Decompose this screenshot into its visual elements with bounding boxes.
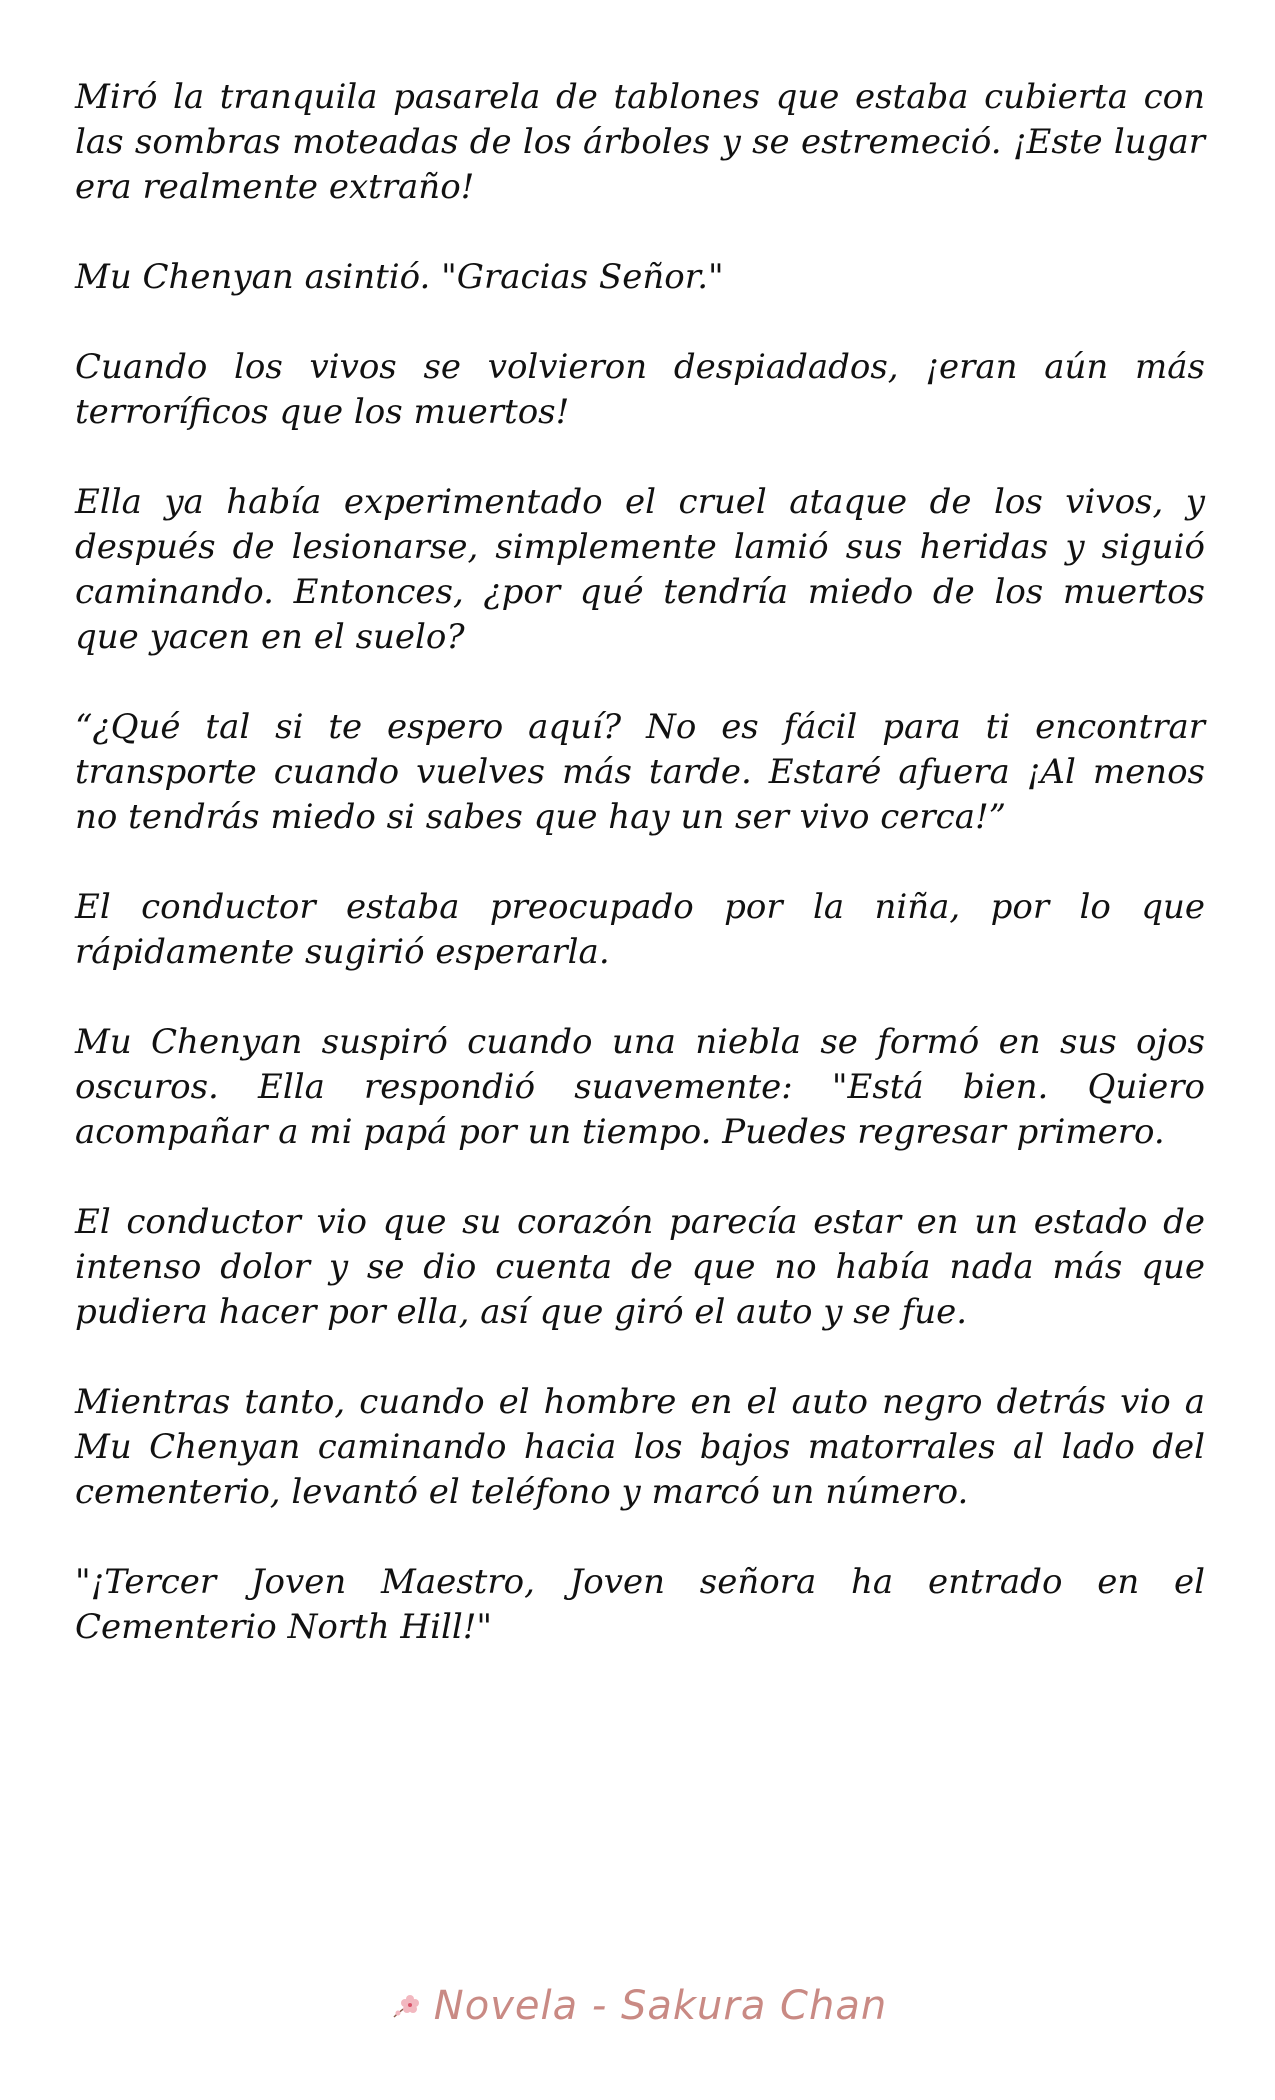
paragraph: Mu Chenyan asintió. "Gracias Señor."	[75, 257, 724, 297]
paragraph: Mientras tanto, cuando el hombre en el auto negro detrás vio a Mu Chenyan caminando hacia los bajos matorrales al lado del cementerio, levantó el teléfono y marcó un número.	[75, 1382, 1205, 1512]
paragraph: Mu Chenyan suspiró cuando una niebla se formó en sus ojos oscuros. Ella respondió suavemente: "Está bien. Quiero acompañar a mi papá por un tiempo. Puedes regresar primero.	[75, 1022, 1205, 1152]
text-body	[75, 75, 1205, 1695]
paragraph: Cuando los vivos se volvieron despiadados, ¡eran aún más terroríficos que los muertos!	[75, 347, 1205, 432]
paragraph: Miró la tranquila pasarela de tablones que estaba cubierta con las sombras moteadas de los árboles y se estremeció. ¡Este lugar era realmente extraño!	[75, 77, 1205, 207]
sakura-flower-icon	[388, 1987, 426, 2025]
paragraph: "¡Tercer Joven Maestro, Joven señora ha entrado en el Cementerio North Hill!"	[75, 1562, 1205, 1647]
paragraph: El conductor estaba preocupado por la niña, por lo que rápidamente sugirió esperarla.	[75, 887, 1205, 972]
paragraph: Ella ya había experimentado el cruel ataque de los vivos, y después de lesionarse, simplemente lamió sus heridas y siguió caminando. Entonces, ¿por qué tendría miedo de los muertos que yacen en el suelo?	[75, 482, 1205, 657]
watermark-text: Novela - Sakura Chan	[433, 1983, 888, 2029]
paragraph: El conductor vio que su corazón parecía estar en un estado de intenso dolor y se dio cuenta de que no había nada más que pudiera hacer por ella, así que giró el auto y se fue.	[75, 1202, 1205, 1332]
watermark	[0, 1983, 1275, 2029]
paragraph: “¿Qué tal si te espero aquí? No es fácil para ti encontrar transporte cuando vuelves más tarde. Estaré afuera ¡Al menos no tendrás miedo si sabes que hay un ser vivo cerca!”	[75, 707, 1205, 837]
